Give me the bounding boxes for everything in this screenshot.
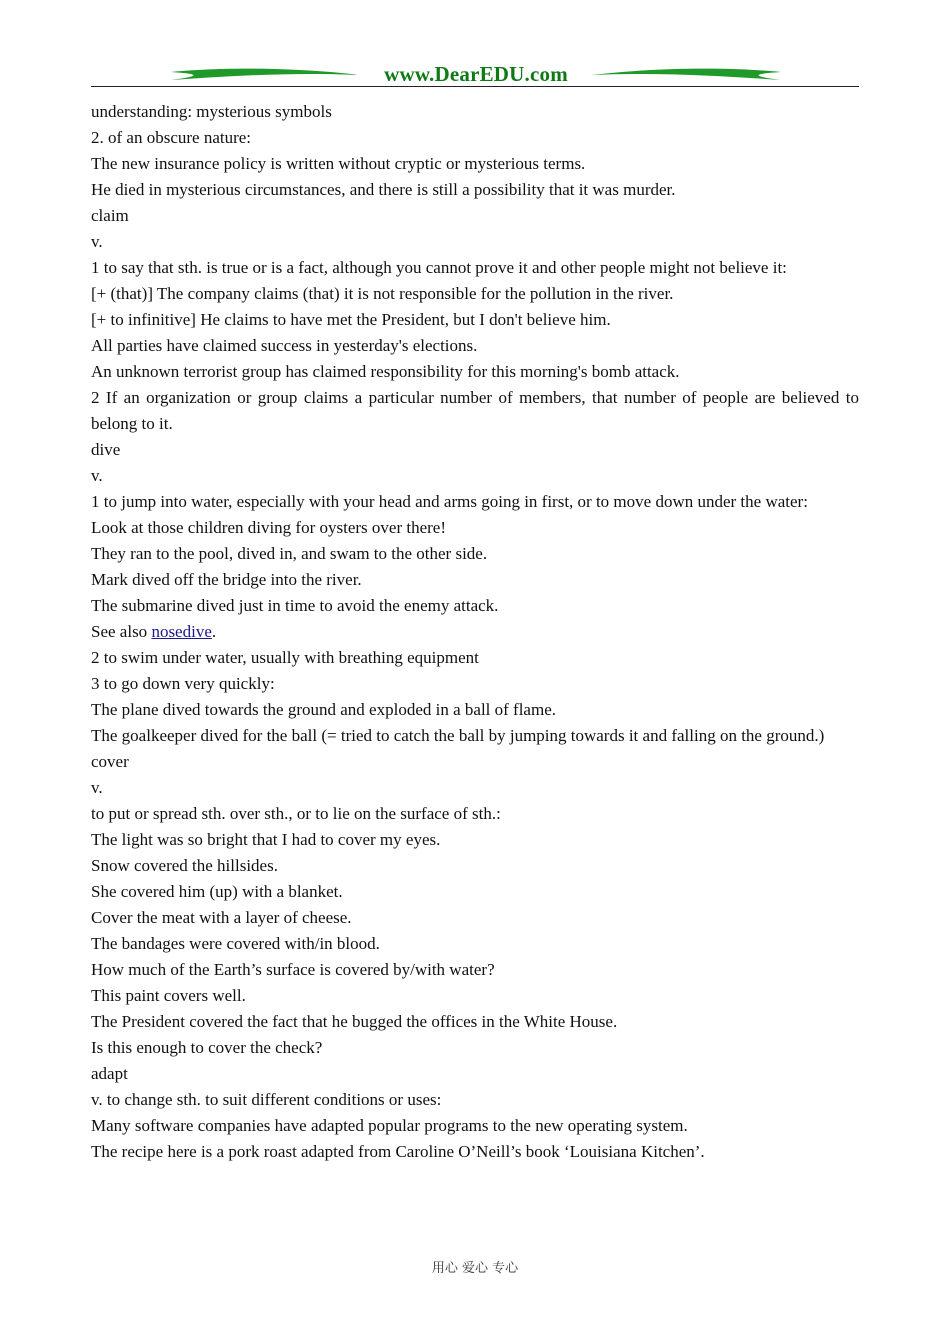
definition-line: 3 to go down very quickly: xyxy=(91,674,275,693)
example-line: Is this enough to cover the check? xyxy=(91,1038,323,1057)
logo-swoosh-left-icon xyxy=(171,66,361,82)
definition-line: to put or spread sth. over sth., or to lie on the surface of sth.: xyxy=(91,804,501,823)
definition-line: 1 to jump into water, especially with your head and arms going in first, or to move down under the water: xyxy=(91,492,808,511)
example-line: This paint covers well. xyxy=(91,986,246,1005)
definition-line: v. to change sth. to suit different conditions or uses: xyxy=(91,1090,442,1109)
example-line: The submarine dived just in time to avoid the enemy attack. xyxy=(91,596,499,615)
headword: adapt xyxy=(91,1064,128,1083)
header-divider xyxy=(91,86,859,87)
page-footer: 用心 爱心 专心 xyxy=(431,1261,519,1276)
definition-line: 2 to swim under water, usually with breathing equipment xyxy=(91,648,479,667)
example-line: Mark dived off the bridge into the river. xyxy=(91,570,362,589)
example-line: The plane dived towards the ground and exploded in a ball of flame. xyxy=(91,700,556,719)
example-line: All parties have claimed success in yesterday's elections. xyxy=(91,336,478,355)
logo-swoosh-right-icon xyxy=(591,66,781,82)
example-line: The goalkeeper dived for the ball (= tried to catch the ball by jumping towards it and falling on the ground.) xyxy=(91,726,825,745)
definition-line: understanding: mysterious symbols xyxy=(91,102,332,121)
example-line: They ran to the pool, dived in, and swam to the other side. xyxy=(91,544,488,563)
example-line: Cover the meat with a layer of cheese. xyxy=(91,908,352,927)
page-header xyxy=(91,60,859,90)
example-line: The President covered the fact that he bugged the offices in the White House. xyxy=(91,1012,618,1031)
example-line: The bandages were covered with/in blood. xyxy=(91,934,380,953)
example-line: How much of the Earth’s surface is covered by/with water? xyxy=(91,960,495,979)
headword: dive xyxy=(91,440,121,459)
example-line: The new insurance policy is written without cryptic or mysterious terms. xyxy=(91,154,586,173)
definition-line: 2 If an organization or group claims a particular number of members, that number of people are believed to belong to it. xyxy=(91,388,859,433)
part-of-speech: v. xyxy=(91,232,103,251)
example-line: The recipe here is a pork roast adapted from Caroline O’Neill’s book ‘Louisiana Kitchen’. xyxy=(91,1142,705,1161)
definition-line: 2. of an obscure nature: xyxy=(91,128,252,147)
example-line: The light was so bright that I had to cover my eyes. xyxy=(91,830,441,849)
example-line: Many software companies have adapted popular programs to the new operating system. xyxy=(91,1116,688,1135)
example-line: An unknown terrorist group has claimed responsibility for this morning's bomb attack. xyxy=(91,362,680,381)
see-also-line xyxy=(91,619,859,645)
example-line: Snow covered the hillsides. xyxy=(91,856,278,875)
example-line: He died in mysterious circumstances, and there is still a possibility that it was murder. xyxy=(91,180,676,199)
definition-line: 1 to say that sth. is true or is a fact, although you cannot prove it and other people might not believe it: xyxy=(91,258,787,277)
headword: cover xyxy=(91,752,129,771)
example-line: [+ to infinitive] He claims to have met the President, but I don't believe him. xyxy=(91,310,611,329)
example-line: Look at those children diving for oysters over there! xyxy=(91,518,447,537)
site-logo: www.DearEDU.com xyxy=(356,62,596,86)
example-line: She covered him (up) with a blanket. xyxy=(91,882,343,901)
example-line: [+ (that)] The company claims (that) it is not responsible for the pollution in the river. xyxy=(91,284,674,303)
nosedive-link[interactable]: nosedive xyxy=(151,622,212,641)
part-of-speech: v. xyxy=(91,466,103,485)
see-also-prefix: See also xyxy=(91,622,152,641)
part-of-speech: v. xyxy=(91,778,103,797)
dictionary-content xyxy=(91,99,859,1165)
headword: claim xyxy=(91,206,129,225)
see-also-suffix: . xyxy=(211,622,217,641)
